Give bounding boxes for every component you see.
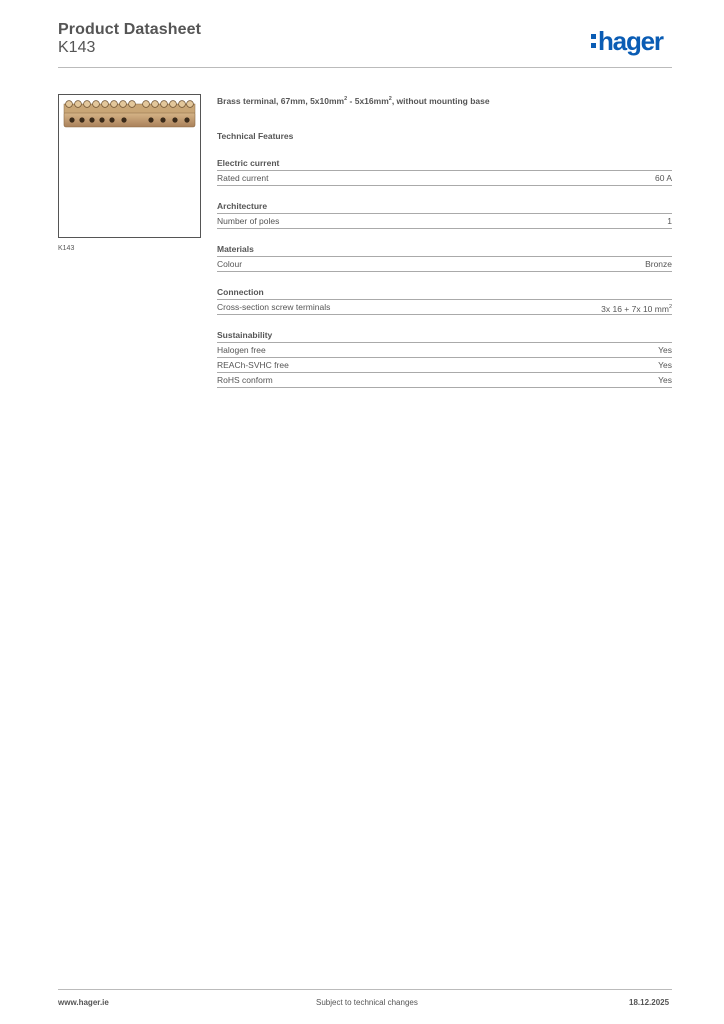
spec-row [217,171,672,186]
product-image-caption: K143 [58,245,75,252]
spec-label: Number of poles [217,216,280,226]
spec-value: Yes [658,345,672,355]
spec-row [217,214,672,229]
group-sustainability [217,330,672,388]
product-description: Brass terminal, 67mm, $5x10mm^2 - 5x16mm^2$, without mounting base [217,96,490,106]
spec-label: Cross-section screw terminals [217,302,331,312]
group-materials [217,244,672,272]
spec-row [217,373,672,388]
hager-logo [591,27,663,55]
group-title: Electric current [217,158,672,171]
spec-row [217,358,672,373]
technical-features-heading: Technical Features [217,131,294,141]
group-title: Architecture [217,201,672,214]
group-title: Materials [217,244,672,257]
footer-website: www.hager.ie [58,998,109,1007]
spec-row [217,343,672,358]
footer-divider [58,989,672,990]
product-image [59,95,200,237]
spec-label: Halogen free [217,345,266,355]
spec-value: Yes [658,360,672,370]
footer-notice: Subject to technical changes [316,998,418,1007]
spec-value: 3x 16 + 7x 10 $mm^2$ [601,303,672,314]
logo-dots-icon [591,34,596,48]
product-code: K143 [58,39,96,56]
spec-label: REACh-SVHC free [217,360,289,370]
product-image-frame [58,94,201,238]
spec-value: Bronze [645,259,672,269]
spec-label: Colour [217,259,243,269]
logo-text: hager [598,26,663,56]
spec-value: 60 A [654,173,672,183]
spec-value: 1 [667,216,672,226]
header-divider [58,67,672,68]
group-architecture [217,201,672,229]
page-title: Product Datasheet [58,21,202,38]
spec-label: RoHS conform [217,375,273,385]
group-electric-current [217,158,672,186]
spec-value: Yes [658,375,672,385]
spec-label: Rated current [217,173,269,183]
spec-row [217,257,672,272]
group-title: Sustainability [217,330,672,343]
group-connection [217,287,672,315]
footer-date: 18.12.2025 [629,998,670,1007]
spec-row [217,300,672,315]
group-title: Connection [217,287,672,300]
specifications [217,96,672,403]
